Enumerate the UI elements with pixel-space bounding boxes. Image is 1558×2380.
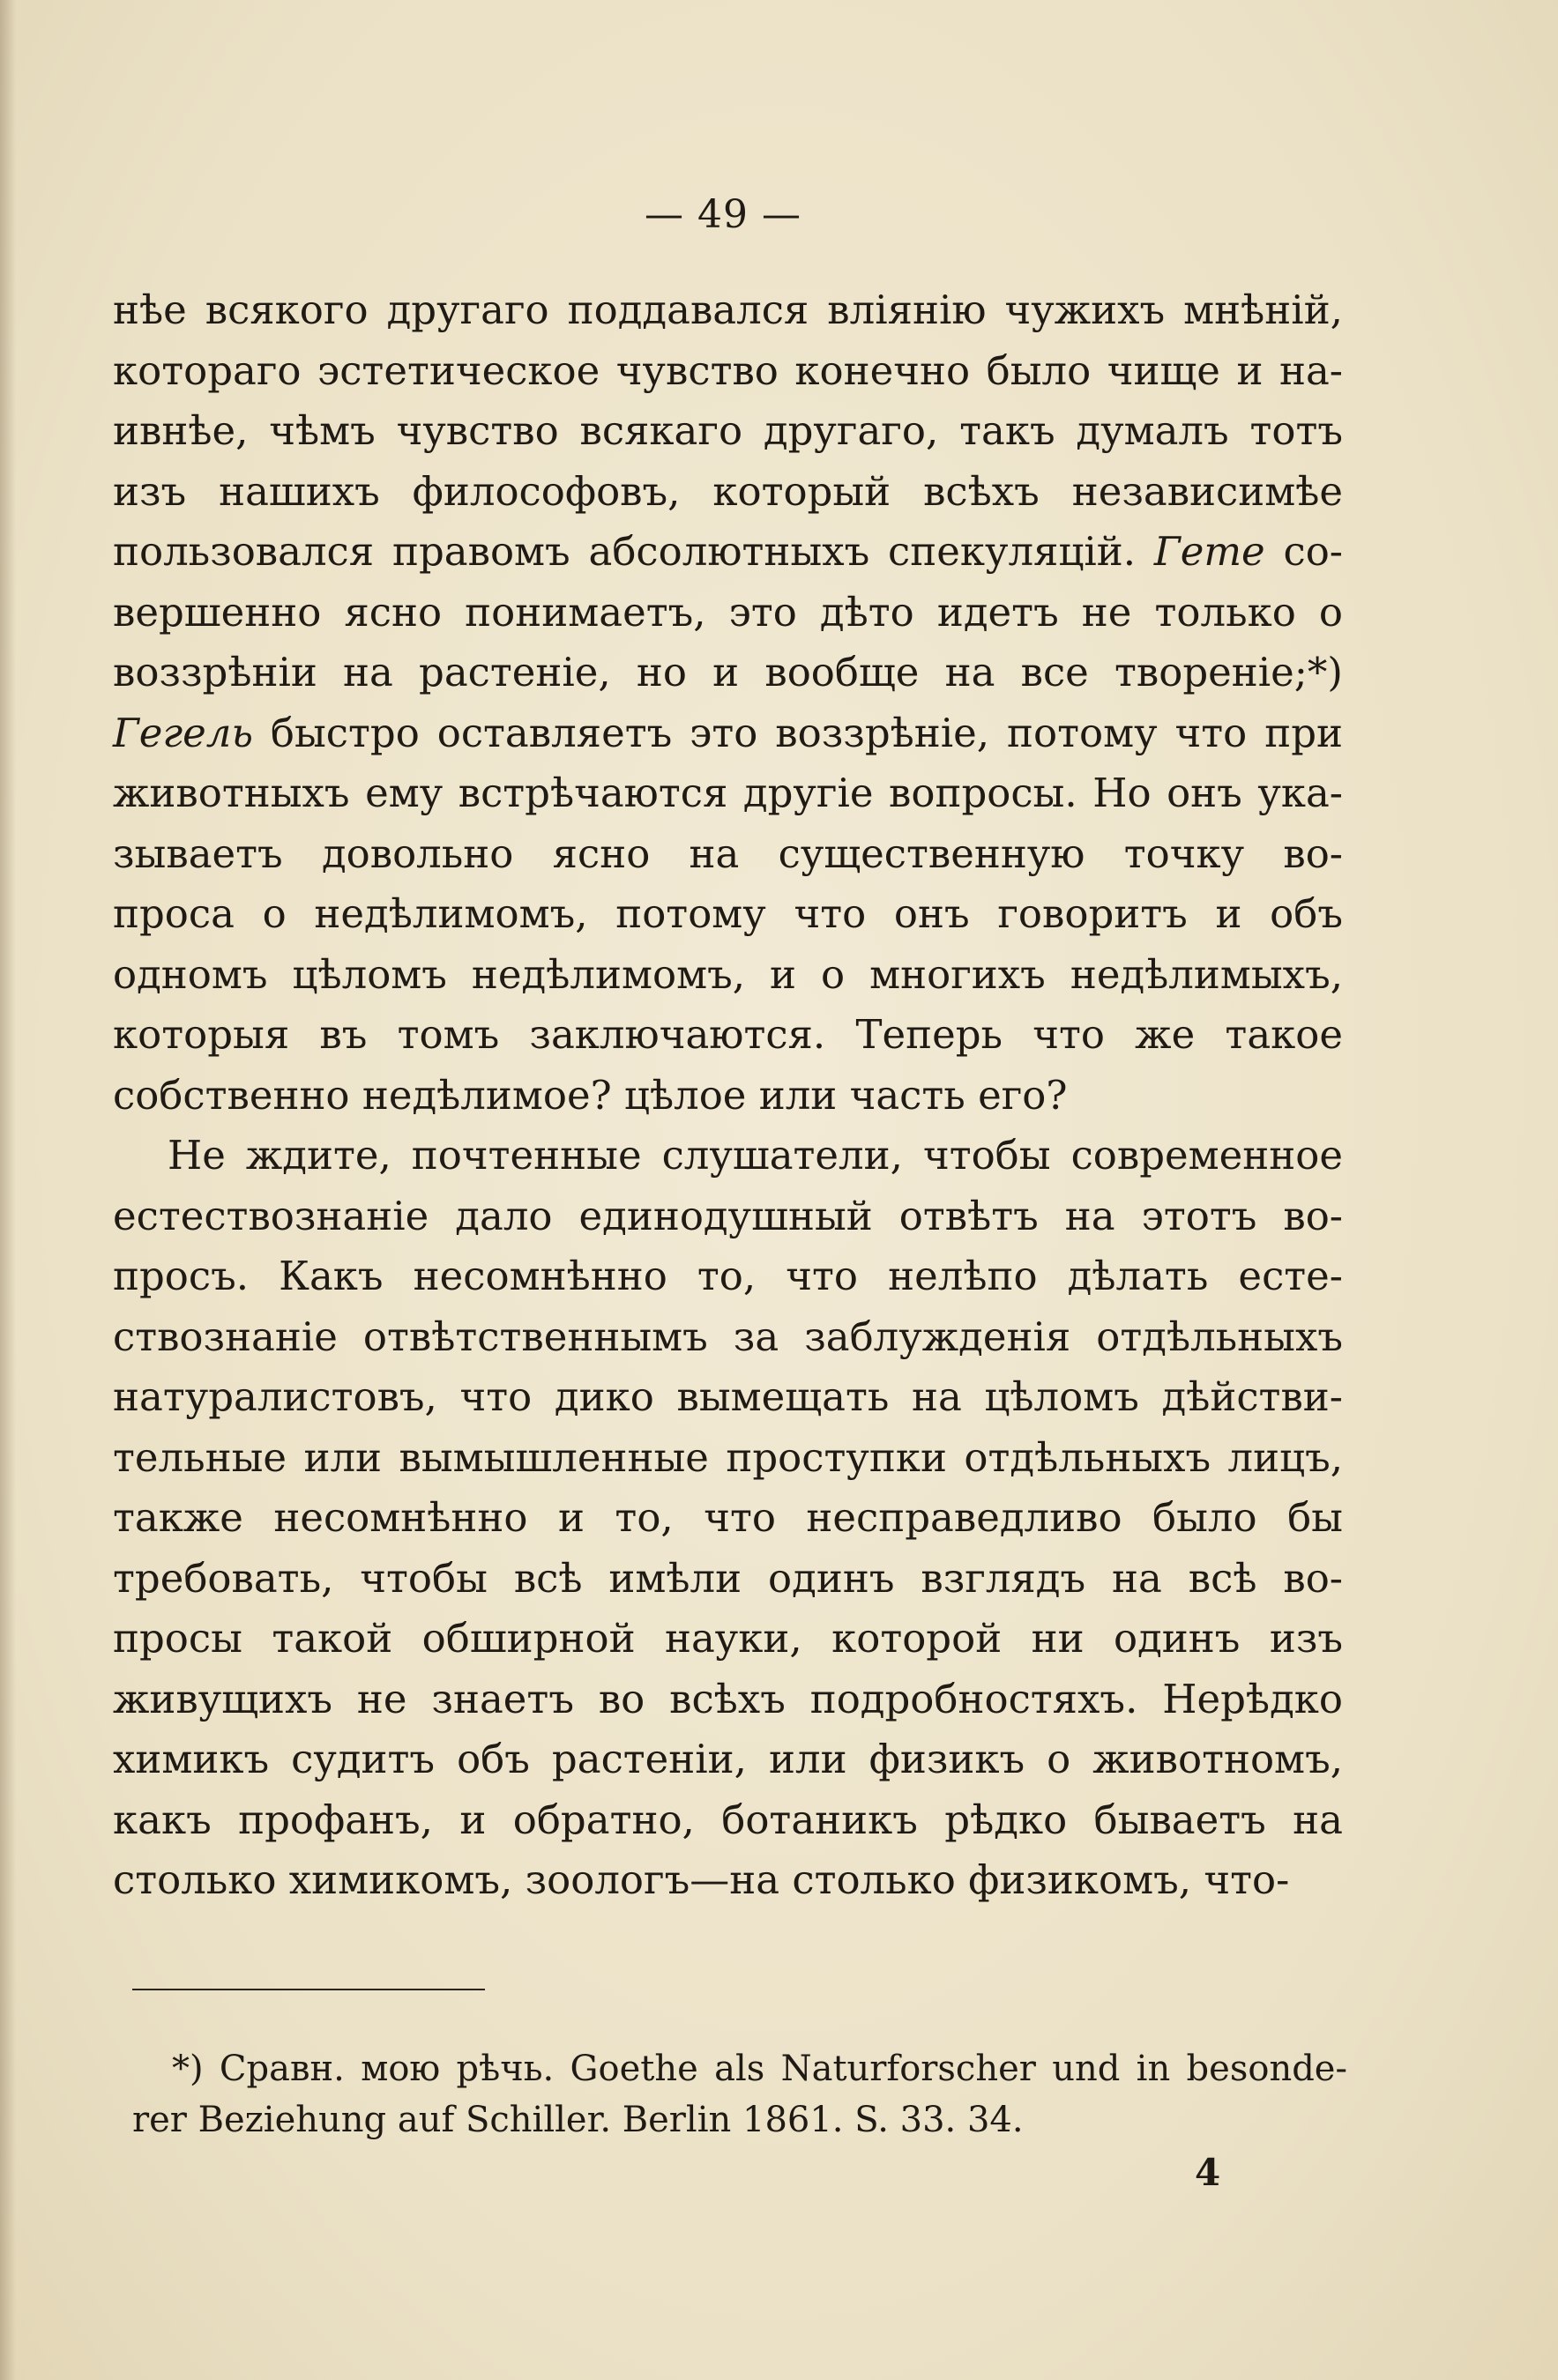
text-line <box>113 462 1343 523</box>
text-segment: также несомнѣнно и то, что несправедливо было бы <box>113 1494 1343 1541</box>
text-segment: просы такой обширной науки, которой ни одинъ изъ <box>113 1615 1343 1662</box>
text-segment: зываетъ довольно ясно на существенную точку во- <box>113 829 1343 877</box>
text-segment: естествознаніе дало единодушный отвѣтъ на этотъ во- <box>113 1192 1343 1239</box>
text-line <box>113 522 1343 583</box>
page-number: — 49 — <box>645 192 801 237</box>
italic-name: Гегель <box>113 709 253 756</box>
text-segment: столько химикомъ, зоологъ—на столько физикомъ, что- <box>113 1856 1290 1903</box>
text-segment: животныхъ ему встрѣчаются другіе вопросы. Но онъ ука- <box>113 770 1343 816</box>
text-line <box>113 1428 1343 1489</box>
text-line <box>113 1186 1343 1247</box>
page-edge-shadow <box>0 0 16 2380</box>
text-line <box>113 643 1343 703</box>
text-segment: нѣе всякого другаго поддавался вліянію чужихъ мнѣній, <box>113 286 1343 333</box>
text-segment: изъ нашихъ философовъ, который всѣхъ независимѣе <box>113 467 1343 515</box>
text-line <box>113 945 1343 1006</box>
paragraph <box>113 280 1343 1126</box>
text-line <box>113 401 1343 462</box>
text-line <box>113 1850 1343 1911</box>
text-segment: одномъ цѣломъ недѣлимомъ, и о многихъ недѣлимыхъ, <box>113 950 1343 998</box>
body-text <box>113 280 1343 1911</box>
text-segment: быстро оставляетъ это воззрѣніе, потому что при <box>252 709 1343 756</box>
text-segment: со- <box>1264 528 1343 575</box>
text-segment: ивнѣе, чѣмъ чувство всякаго другаго, такъ думалъ тотъ <box>113 407 1343 454</box>
text-line <box>113 1729 1343 1790</box>
text-segment: проса о недѣлимомъ, потому что онъ говоритъ и объ <box>113 890 1343 937</box>
text-line <box>113 1609 1343 1670</box>
footnote-line: *) Сравн. мою рѣчь. Goethe als Naturforscher und in besonde- <box>172 2049 1347 2089</box>
signature-mark: 4 <box>1195 2151 1221 2194</box>
text-line <box>113 884 1343 945</box>
text-line <box>113 1790 1343 1851</box>
text-segment: тельные или вымышленные проступки отдѣльныхъ лицъ, <box>113 1433 1343 1481</box>
text-line <box>113 1488 1343 1549</box>
italic-name: Гете <box>1153 528 1265 575</box>
text-line <box>113 341 1343 402</box>
paragraph <box>113 1126 1343 1911</box>
text-segment: пользовался правомъ абсолютныхъ спекуляцій. <box>113 528 1154 575</box>
text-segment: живущихъ не знаетъ во всѣхъ подробностяхъ. Нерѣдко <box>113 1675 1343 1722</box>
text-line <box>113 1126 1343 1186</box>
text-segment: какъ профанъ, и обратно, ботаникъ рѣдко бываетъ на <box>113 1796 1343 1843</box>
text-line <box>113 1307 1343 1368</box>
text-segment: просъ. Какъ несомнѣнно то, что нелѣпо дѣлать есте- <box>113 1253 1343 1299</box>
text-segment: Не ждите, почтенные слушатели, чтобы современное <box>168 1132 1343 1179</box>
text-segment: химикъ судитъ объ растеніи, или физикъ о животномъ, <box>113 1736 1343 1782</box>
text-line <box>113 280 1343 341</box>
text-segment: вершенно ясно понимаетъ, это дѣто идетъ не только о <box>113 588 1343 636</box>
text-segment: собственно недѣлимое? цѣлое или часть его? <box>113 1071 1068 1119</box>
text-line <box>113 1005 1343 1066</box>
footnote-line: rer Beziehung auf Schiller. Berlin 1861. S. 33. 34. <box>132 2100 1024 2140</box>
text-line <box>113 1549 1343 1610</box>
text-line <box>113 583 1343 643</box>
text-line <box>113 824 1343 885</box>
text-line <box>113 1367 1343 1428</box>
text-segment: требовать, чтобы всѣ имѣли одинъ взглядъ на всѣ во- <box>113 1554 1343 1602</box>
text-line <box>113 703 1343 764</box>
footnote <box>132 2043 1347 2146</box>
text-line <box>113 763 1343 824</box>
text-segment: ствознаніе отвѣтственнымъ за заблужденія отдѣльныхъ <box>113 1313 1343 1360</box>
footnote-rule <box>132 1989 485 1990</box>
text-segment: которыя въ томъ заключаются. Теперь что же такое <box>113 1011 1343 1058</box>
text-segment: воззрѣніи на растеніе, но и вообще на все твореніе;*) <box>113 649 1343 695</box>
text-segment: котораго эстетическое чувство конечно было чище и на- <box>113 346 1343 394</box>
text-line <box>113 1066 1343 1127</box>
text-segment: натуралистовъ, что дико вымещать на цѣломъ дѣйстви- <box>113 1373 1343 1420</box>
text-line <box>113 1670 1343 1730</box>
text-line <box>113 1246 1343 1307</box>
